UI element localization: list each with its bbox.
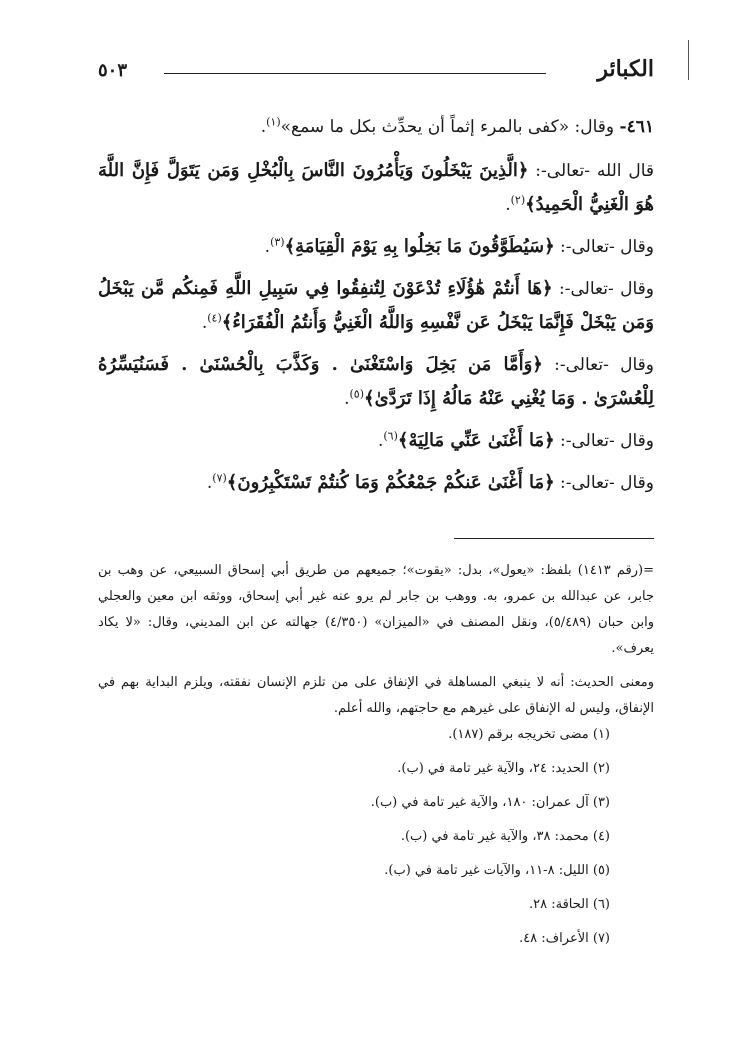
quran-verse: ﴿هَا أَنتُمْ هَٰؤُلَاءِ تُدْعَوْنَ لِتُنفِقُوا فِي سَبِيلِ اللَّهِ فَمِنكُم مَّن يَبْخَلُ وَمَن يَبْخَلْ فَإِنَّمَا يَبْخَلُ عَن نَّفْسِهِ وَاللَّهُ الْغَنِيُّ وَأَنتُمُ الْفُقَرَاءُ﴾ (98, 278, 654, 333)
footnote-item: (٥) الليل: ٨-١١، والآيات غير تامة في (ب). (384, 863, 610, 878)
body-paragraph (98, 466, 654, 500)
footnote-ref: (٤) (207, 311, 222, 325)
footnote-ref: (٥) (349, 387, 365, 401)
quran-verse: ﴿سَيُطَوَّقُونَ مَا بَخِلُوا بِهِ يَوْمَ الْقِيَامَةِ﴾ (284, 236, 555, 257)
paragraph-text: وقال -تعالى-: (554, 431, 654, 451)
footnotes-area (98, 558, 654, 964)
footnote-item: (٦) الحاقة: ٢٨. (529, 897, 610, 912)
footnote-ref: (٧) (212, 471, 227, 485)
footnote-ref: (٦) (383, 429, 398, 443)
paragraph-text: قال الله -تعالى-: (528, 161, 654, 181)
quran-verse: ﴿الَّذِينَ يَبْخَلُونَ وَيَأْمُرُونَ النَّاسَ بِالْبُخْلِ وَمَن يَتَوَلَّ فَإِنَّ اللَّهَ هُوَ الْغَنِيُّ الْحَمِيدُ﴾ (98, 160, 654, 215)
footnote-item: (٤) محمد: ٣٨، والآية غير تامة في (ب). (400, 829, 610, 844)
footnote-continuation: =(رقم ١٤١٣) بلفظ: «يعول»، بدل: «يقوت»؛ جميعهم من طريق أبي إسحاق السبيعي، عن وهب بن جابر، عن عبدالله بن عمرو، به. ووهب بن جابر لم يرو عنه غير أبي إسحاق، ووثقه ابن معين والعجلي وابن حبان (٥/٤٨٩)، ونقل المصنف في «الميزان» (٤/٣٥٠) جهالته عن ابن المديني، وقال: «لا يكاد يعرف». (98, 563, 654, 656)
hadith-meaning-note: ومعنى الحديث: أنه لا ينبغي المساهلة في الإنفاق على من تلزم الإنسان نفقته، ويلزم البداية بهم في الإنفاق، وليس له الإنفاق على غيرهم مع حاجتهم، والله أعلم. (98, 675, 654, 716)
body-paragraph (98, 230, 654, 264)
paragraph-text: وقال -تعالى-: (554, 237, 654, 257)
header-title: الكبائر (597, 56, 654, 82)
hadith-number: ٤٦١- (619, 117, 654, 137)
body-paragraph (98, 424, 654, 458)
paragraph-text: وقال: «كفى بالمرء إثماً أن يحدِّث بكل ما سمع» (280, 117, 620, 137)
paragraph-end: . (344, 389, 350, 409)
footnote-list (98, 726, 654, 964)
page-number: ٥٠٣ (98, 60, 128, 81)
paragraph-end: . (206, 473, 213, 493)
paragraph-text: وقال -تعالى-: (552, 279, 654, 299)
paragraph-end: . (201, 313, 208, 333)
body-paragraph (98, 154, 654, 222)
paragraph-text: وقال -تعالى-: (554, 473, 654, 493)
footnote-ref: (١) (266, 115, 281, 129)
page-edge-mark (688, 40, 689, 80)
footnote-item: (٧) الأعراف: ٤٨. (519, 931, 610, 946)
running-header (98, 56, 654, 90)
paragraph-text: وقال -تعالى-: (542, 355, 654, 375)
paragraph-end: . (505, 195, 511, 215)
paragraph-end: . (260, 117, 267, 137)
footnote-item: (٣) آل عمران: ١٨٠، والآية غير تامة في (ب). (370, 795, 610, 810)
body-paragraph (98, 110, 654, 144)
paragraph-end: . (377, 431, 384, 451)
quran-verse: ﴿مَا أَغْنَىٰ عَنِّي مَالِيَهْ﴾ (397, 430, 555, 451)
body-paragraph (98, 348, 654, 416)
header-rule (164, 73, 546, 74)
footnote-item: (٢) الحديد: ٢٤، والآية غير تامة في (ب). (397, 761, 610, 776)
footnote-separator (454, 538, 654, 539)
quran-verse: ﴿مَا أَغْنَىٰ عَنكُمْ جَمْعُكُمْ وَمَا كُنتُمْ تَسْتَكْبِرُونَ﴾ (226, 472, 555, 493)
footnote-item: (١) مضى تخريجه برقم (١٨٧). (448, 727, 610, 742)
footnote-ref: (٢) (510, 193, 526, 207)
main-text (98, 110, 654, 508)
body-paragraph (98, 272, 654, 340)
footnote-ref: (٣) (270, 235, 285, 249)
quran-verse: ﴿وَأَمَّا مَن بَخِلَ وَاسْتَغْنَىٰ . وَكَذَّبَ بِالْحُسْنَىٰ . فَسَنُيَسِّرُهُ لِلْعُسْرَىٰ . وَمَا يُغْنِي عَنْهُ مَالُهُ إِذَا تَرَدَّىٰ﴾ (98, 354, 654, 409)
paragraph-end: . (264, 237, 271, 257)
